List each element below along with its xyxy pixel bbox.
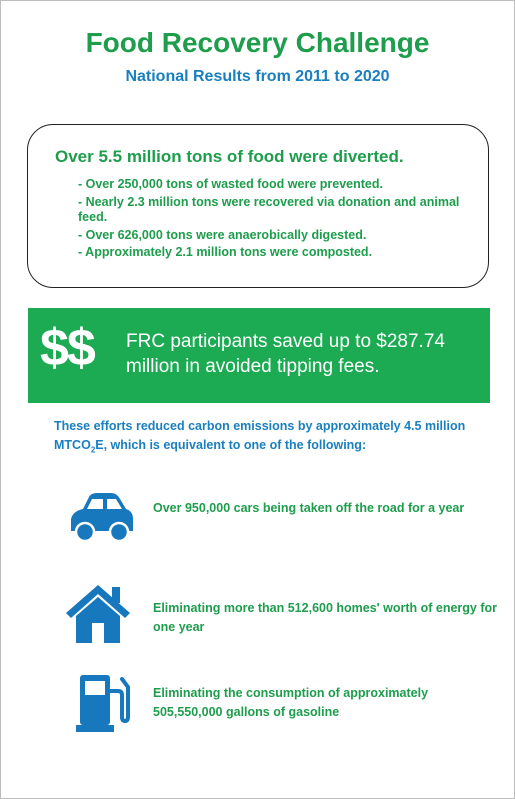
fuel-pump-icon [76, 673, 134, 733]
food-diverted-box [27, 124, 489, 288]
page-subtitle: National Results from 2011 to 2020 [125, 68, 390, 85]
list-item: - Over 626,000 tons were anaerobically digested. [78, 227, 367, 242]
cars-equivalent-text: Over 950,000 cars being taken off the road for a year [153, 501, 465, 515]
homes-equivalent-text: Eliminating more than 512,600 homes' worth of energy for one year [153, 601, 498, 634]
emissions-text [54, 417, 499, 460]
emissions-text-end: E, which is equivalent to one of the following: [95, 438, 367, 452]
co2-subscript: 2 [90, 445, 96, 455]
list-item: - Nearly 2.3 million tons were recovered via donation and animal feed. [78, 194, 460, 224]
savings-banner [28, 308, 490, 403]
gasoline-equivalent-text: Eliminating the consumption of approximately 505,550,000 gallons of gasoline [153, 686, 429, 719]
house-icon [64, 581, 132, 645]
diverted-list [78, 177, 470, 263]
page-title: Food Recovery Challenge [85, 27, 430, 58]
diverted-headline: Over 5.5 million tons of food were diverted. [55, 147, 404, 166]
list-item: - Over 250,000 tons of wasted food were prevented. [78, 177, 383, 191]
emissions-text-start: These efforts reduced carbon emissions by approximately 4.5 million MTCO [54, 419, 466, 452]
list-item: - Approximately 2.1 million tons were composted. [78, 245, 373, 259]
car-icon [65, 491, 137, 543]
savings-text: FRC participants saved up to $287.74 million in avoided tipping fees. [126, 331, 445, 377]
dollar-sign-icon: $$ [40, 319, 94, 377]
